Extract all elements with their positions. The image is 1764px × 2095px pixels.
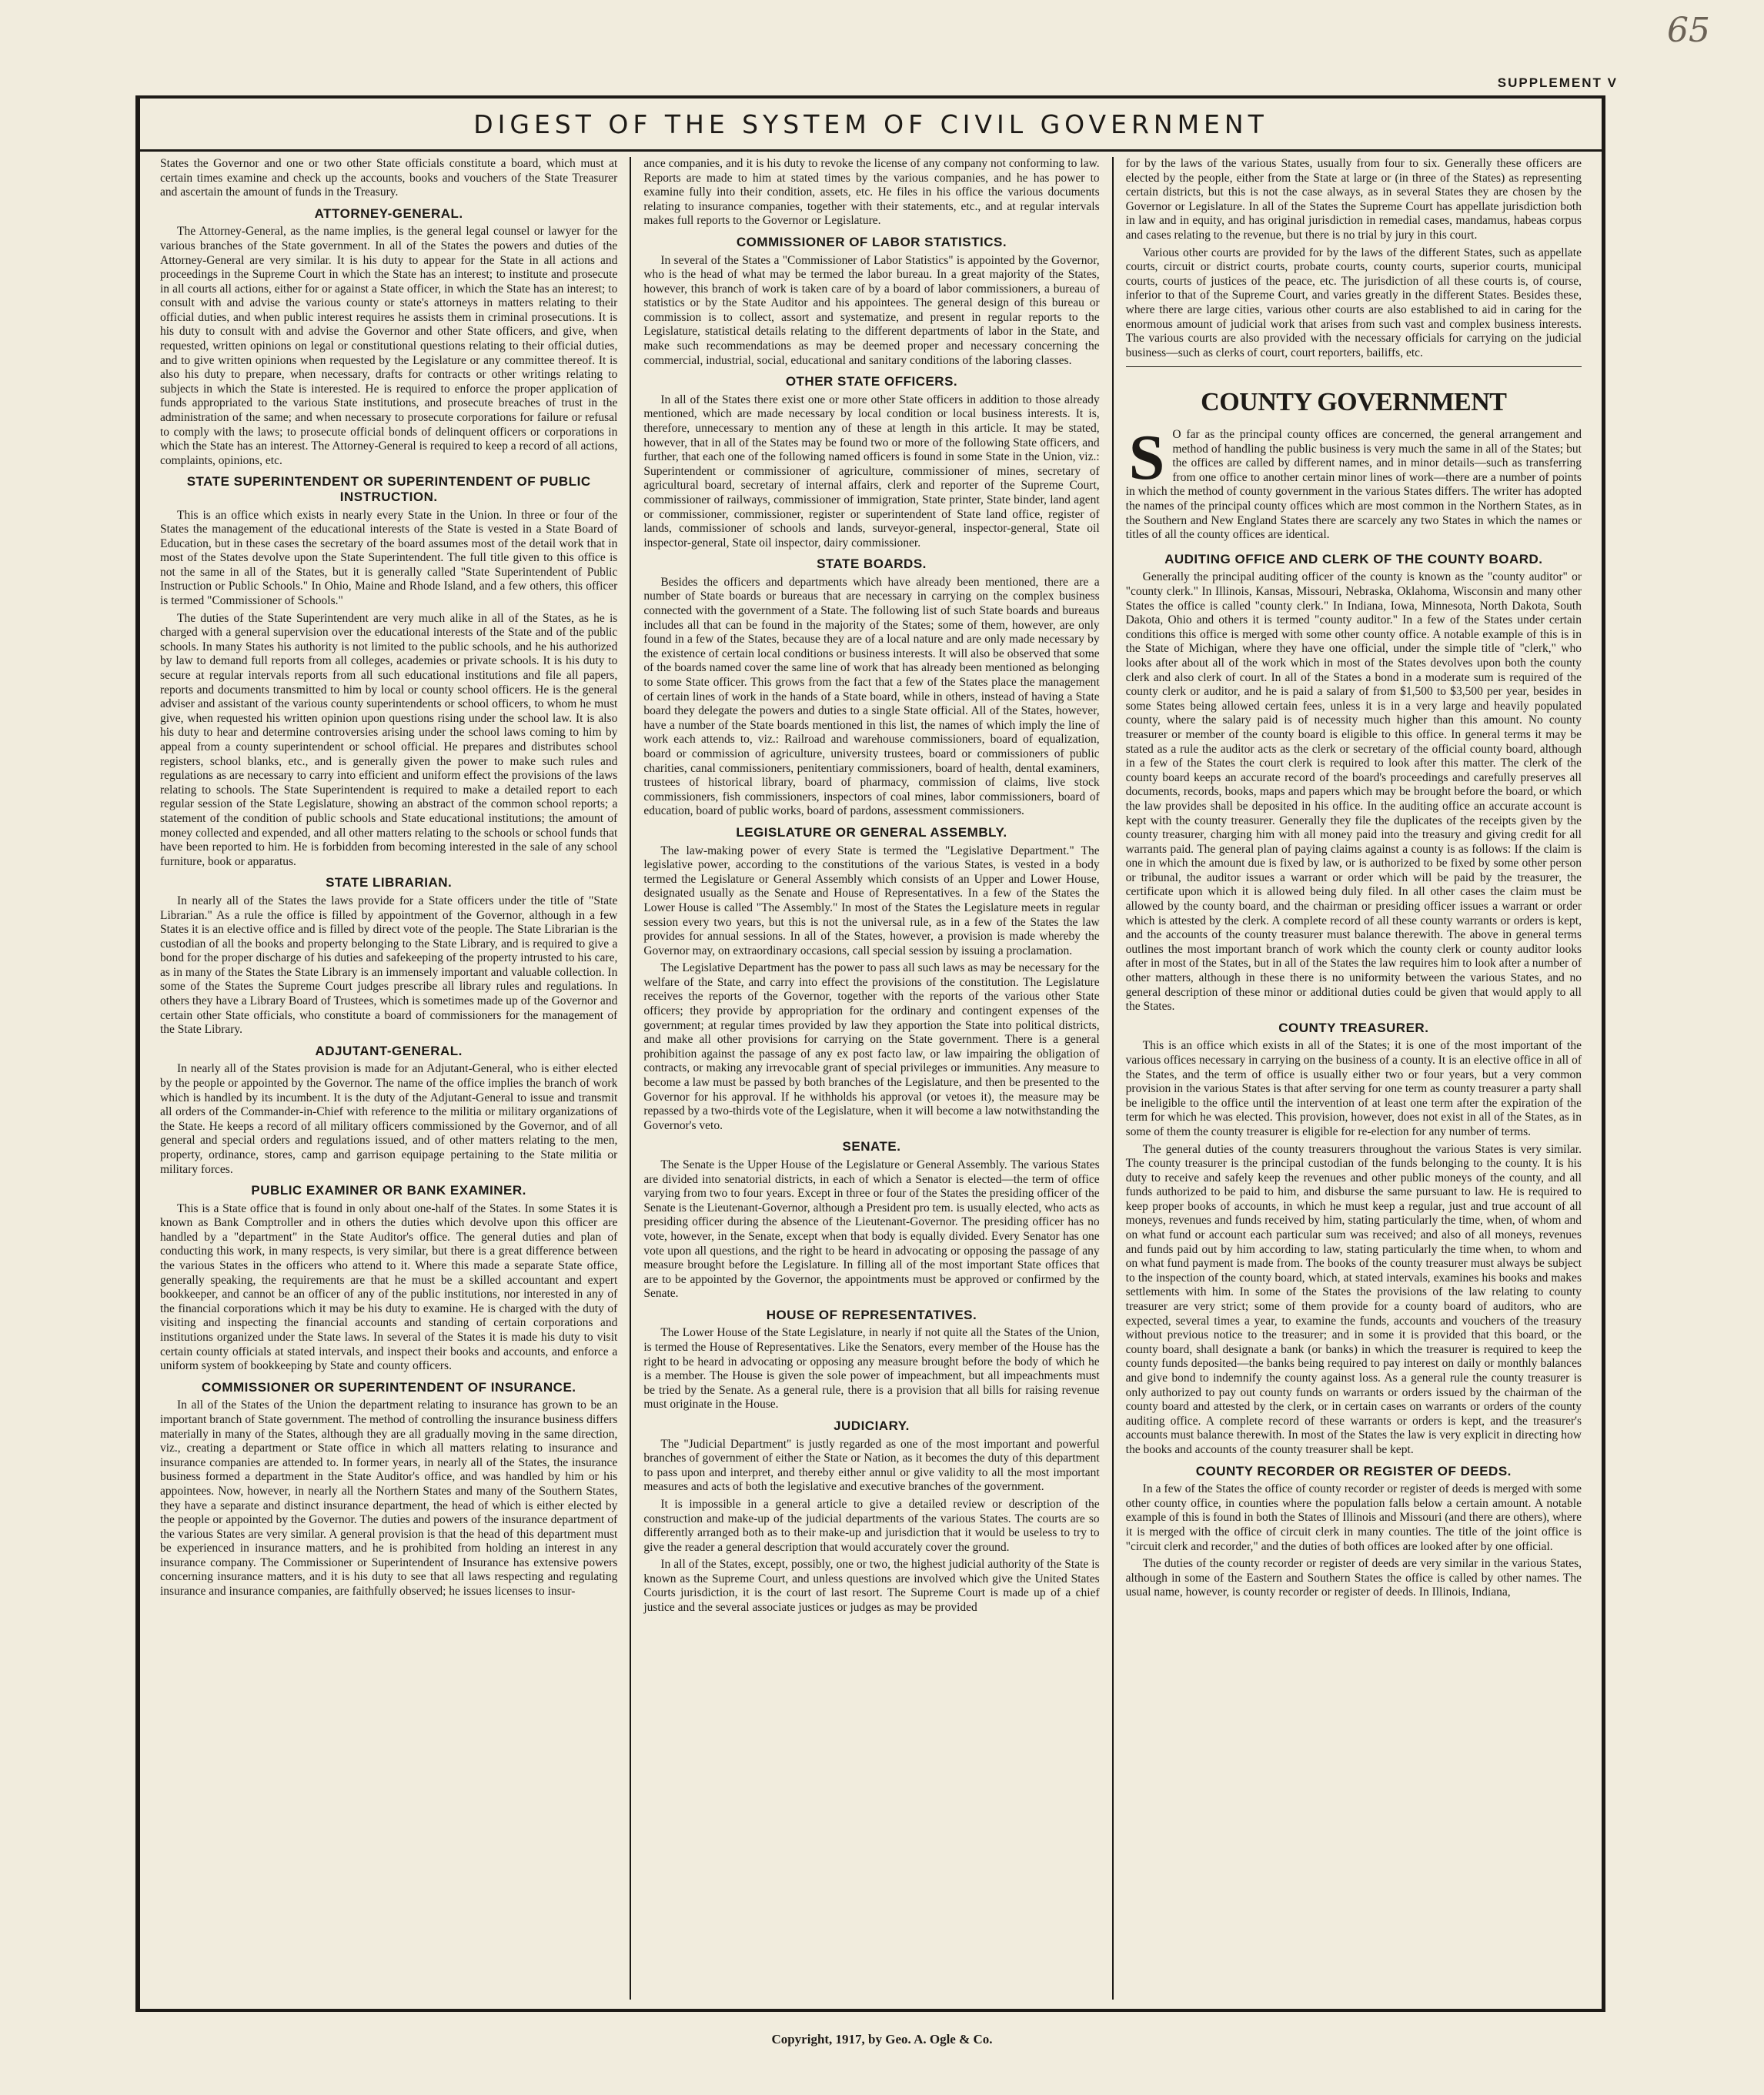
paragraph-recorder-2: The duties of the county recorder or register of deeds are very similar in the various States, although in some of the Eastern and Southern States the office is called by other names. The usual name, however, is county recorder or register of deeds. In Illinois, Indiana,: [1125, 1557, 1582, 1599]
heading-state-superintendent: STATE SUPERINTENDENT OR SUPERINTENDENT OF PUBLIC INSTRUCTION.: [186, 474, 591, 504]
column-1-intro: States the Governor and one or two other State officials constitute a board, which must at certain times examine and check up the accounts, books and vouchers of the State Treasurer and ascertain the amount of funds in the Treasury.: [160, 157, 618, 199]
heading-labor-statistics: COMMISSIONER OF LABOR STATISTICS.: [736, 234, 1007, 249]
paragraph-judiciary-2: It is impossible in a general article to give a detailed review or description of the construction and make-up of the judicial departments of the various States. The courts are so differently arranged both as to their make-up and jurisdiction that it would be useless to try to give the reader a general description that would accurately cover the ground.: [643, 1497, 1100, 1554]
paragraph-attorney-general: The Attorney-General, as the name implies, is the general legal counsel or lawyer for the various branches of the State government. In all of the States the powers and duties of the Attorney-General are very similar. It is his duty to appear for the State in all actions and proceedings in the Supreme Court in which the State has an interest; to institute and prosecute in all courts all actions, either for or against a State officer, in which the State has an interest; to consult with and advise the various county or state's attorneys in matters relating to their official duties, and when public interest requires he assists them in criminal prosecutions. It is his duty to consult with and advise the Governor and other State officers, and give, when requested, written opinions on legal or constitutional questions relating to their official duties, and to give written opinions when requested by the Legislature or any committee thereof. It is also his duty to prepare, when necessary, drafts for contracts or other writings relating to subjects in which the State is interested. He is required to enforce the proper application of funds appropriated to the various State institutions, and prosecute breaches of trust in the administration of the same; and when necessary to prosecute corporations for failure or refusal to comply with the laws; to prosecute official bonds of delinquent officers or corporations in which the State has an interest. The Attorney-General is required to keep a record of all actions, complaints, opinions, etc.: [160, 225, 618, 467]
heading-county-treasurer: COUNTY TREASURER.: [1278, 1020, 1429, 1035]
county-intro: [1126, 428, 1582, 546]
heading-senate: SENATE.: [842, 1139, 901, 1154]
columns: [148, 157, 1594, 2000]
column-3: [1112, 157, 1594, 2000]
paragraph-treasurer-2: The general duties of the county treasurers throughout the various States is very similar. The county treasurer is the principal custodian of the funds belonging to the county. It is his duty to receive and safely keep the revenues and other public moneys of the county, and all funds authorized to be paid to him, and disburse the same pursuant to law. He is required to keep proper books of accounts, in which he must keep a regular, just and true account of all moneys, revenues and funds received by him, stating particularly the time, when, of whom and on what fund or account each particular sum was received; and also of all moneys, revenues and funds paid out by him according to law, stating particularly the time when, to whom and on what fund payment is made from. The books of the county treasurer must always be subject to the inspection of the county board, which, at stated intervals, examines his books and makes settlements with him. In some of the States the provisions of the law relating to county treasurer are very strict; some of them provide for a county board of auditors, who are expected, several times a year, to examine the funds, accounts and vouchers of the treasury without previous notice to the treasurer; and in some it is provided that this board, or the county board, shall designate a bank (or banks) in which the treasurer is required to keep the county funds deposited—the banks being required to pay interest on daily or monthly balances and give bond to indemnify the county against loss. As a general rule the county treasurer is only authorized to pay out county funds on warrants or orders issued by the chairman of the county board and attested by the clerk, or in certain cases on warrants or orders of the county auditing office. A complete record of these warrants or orders is kept, and the treasurer's accounts must balance therewith. In most of the States the law is very explicit in directing how the books and accounts of the county treasurer shall be kept.: [1125, 1142, 1582, 1456]
paragraph-house: The Lower House of the State Legislature, in nearly if not quite all the States of the Union, is termed the House of Representatives. Like the Senators, every member of the House has the right to be heard in advocating or opposing any measure brought before the body of which he is a member. The House is given the sole power of impeachment, but all impeachments must be tried by the Senate. As a general rule, there is a provision that all bills for raising revenue must originate in the House.: [643, 1326, 1100, 1412]
heading-attorney-general: ATTORNEY-GENERAL.: [314, 205, 463, 221]
heading-county-government: COUNTY GOVERNMENT: [1201, 388, 1507, 417]
paragraph-labor-statistics: In several of the States a "Commissioner of Labor Statistics" is appointed by the Governor, who is the head of what may be termed the labor bureau. In a great majority of the States, however, this branch of work is taken care of by a board of labor commissioners, a bureau of statistics or by the State Auditor and his appointees. The general design of this bureau or commission is to collect, assort and systematize, and present in regular reports to the Legislature, statistical details relating to the different departments of labor in the State, and make such recommendations as may be deemed proper and necessary concerning the commercial, industrial, social, educational and sanitary conditions of the laboring classes.: [643, 253, 1100, 367]
paragraph-courts: Various other courts are provided for by the laws of the different States, such as appellate courts, circuit or district courts, probate courts, county courts, superior courts, municipal courts, courts of justices of the peace, etc. The jurisdiction of all these courts is, of course, inferior to that of the Supreme Court, and varies greatly in the different States. Besides these, where there are large cities, various other courts are also established to aid in caring for the enormous amount of judicial work that arises from such vast and complex business interests. The various courts are also provided with the necessary officials for carrying on the judicial business—such as clerks of court, court reporters, bailiffs, etc.: [1125, 246, 1582, 359]
paragraph-state-librarian: In nearly all of the States the laws provide for a State officers under the title of "State Librarian." As a rule the office is filled by appointment of the Governor, although in a few States it is an elective office and is filled by direct vote of the people. The State Librarian is the custodian of all the books and property belonging to the State Library, and is required to give a bond for the proper discharge of his duties and safekeeping of the property intrusted to his care, as in many of the States the State Library is an immensely important and valuable collection. In some of the States the Supreme Court judges prescribe all library rules and regulations. In others they have a Library Board of Trustees, which is sometimes made up of the Governor and certain other State officials, who constitute a board of commissioners for the management of the State Library.: [160, 894, 618, 1037]
heading-auditing-office: AUDITING OFFICE AND CLERK OF THE COUNTY BOARD.: [1164, 551, 1543, 566]
heading-house: HOUSE OF REPRESENTATIVES.: [766, 1307, 977, 1322]
page-number: 65: [1667, 11, 1710, 50]
section-divider: [1126, 366, 1582, 367]
heading-other-state-officers: OTHER STATE OFFICERS.: [785, 374, 958, 389]
paragraph-superintendent-2: The duties of the State Superintendent are very much alike in all of the States, as he is charged with a general supervision over the educational interests of the State and of the public schools. In many States his authority is not limited to the public schools, and he his authorized by law to demand full reports from all colleges, academies or private schools. It is his duty to secure at regular intervals reports from all such educational institutions and file all papers, reports and documents transmitted to him by local or county school officers. He is the general adviser and assistant of the various county superintendents or school officers, to whom he must give, when requested his written opinion upon questions rising under the school law. It is also his duty to hear and determine controversies arising under the school laws coming to him by appeal from a county superintendent or school official. He prepares and distributes school registers, school blanks, etc., and is generally given the power to make such rules and regulations as are necessary to carry into efficient and uniform effect the provisions of the laws relating to schools. The State Superintendent is required to make a detailed report to each regular session of the State Legislature, showing an abstract of the common school reports; a statement of the condition of public schools and State educational institutions; the amount of money collected and expended, and all other matters relating to the schools or school funds that have been reported to him. He is forbidden from becoming interested in the sale of any school furniture, book or apparatus.: [160, 611, 618, 868]
column-3-intro: for by the laws of the various States, usually from four to six. Generally these officers are elected by the people, either from the State at large or (in three of the States) as representing certain districts, but this is not the case always, as in several States they are chosen by the Governor or Legislature. In all of the States the Supreme Court has appellate jurisdiction both in law and in equity, and has original jurisdiction in remedial cases, mandamus, habeas corpus and cases relating to the revenue, but there is no trial by jury in this court.: [1125, 157, 1582, 242]
paragraph-county-government: O far as the principal county offices are concerned, the general arrangement and method of handling the public business is very much the same in all of the States; but the offices are called by different names, and in minor details—such as transferring from one office to another certain minor lines of work—there are a number of points in which the method of county government in the various States differs. The writer has adopted the names of the principal county offices which are most common in the Northern States, as in the Southern and New England States there are scarcely any two States in which the names or titles of all the county offices are identical.: [1125, 428, 1582, 542]
heading-public-examiner: PUBLIC EXAMINER OR BANK EXAMINER.: [251, 1183, 526, 1198]
heading-insurance: COMMISSIONER OR SUPERINTENDENT OF INSURANCE.: [201, 1379, 576, 1395]
paragraph-state-boards: Besides the officers and departments which have already been mentioned, there are a number of State boards or bureaus that are necessary in carrying on the complex business connected with the government of a State. The following list of such State boards and bureaus includes all that can be found in the majority of the States; some of them, however, are only found in a few of the States, because they are of a local nature and are only made necessary by the existence of certain local conditions or business interests. It will also be observed that some of the boards named cover the same line of work that has already been mentioned as belonging to some State officer. This grows from the fact that a few of the States place the management of certain lines of work in the hands of a State board, while in others, instead of having a State board they delegate the powers and duties to a single State official. All of the States, however, have a number of the State boards mentioned in this list, the names of which imply the line of work each attends to, viz.: Railroad and warehouse commissioners, board of equalization, board or commission of agriculture, university trustees, board or commissioners of public charities, canal commissioners, penitentiary commissioners, board of health, dental examiners, trustees of historical library, board of pharmacy, commission of claims, live stock commissioners, fish commissioners, inspectors of coal mines, labor commissioners, board of education, board of public works, board of pardons, assessment commissioners.: [643, 575, 1100, 818]
page-frame: [135, 95, 1605, 2012]
masthead: [140, 99, 1602, 152]
paragraph-recorder-1: In a few of the States the office of county recorder or register of deeds is merged with some other county office, in counties where the population falls below a certain amount. A notable example of this is found in both the States of Illinois and Missouri (and there are others), where it is merged with the office of circuit clerk in many counties. The title of the joint office is "circuit clerk and recorder," and the duties of both offices are looked after by one official.: [1125, 1482, 1582, 1553]
paragraph-judiciary-1: The "Judicial Department" is justly regarded as one of the most important and powerful branches of government of either the State or Nation, as it becomes the duty of this department to pass upon and interpret, and thereby either annul or give validity to all the most important measures and acts of both the legislative and executive branches of the government.: [643, 1437, 1100, 1494]
paragraph-treasurer-1: This is an office which exists in all of the States; it is one of the most important of the various offices necessary in carrying on the business of a county. It is an elective office in all of the States, and the term of office is usually either two or four years, but a very common provision in the various States is that after serving for one term as county treasurer a party shall be ineligible to the office until the intervention of at least one term after the expiration of the term for which he was elected. This provision, however, does not exist in all of the States, as in some of them the county treasurer is eligible for re-election for any number of terms.: [1125, 1039, 1582, 1138]
heading-state-boards: STATE BOARDS.: [817, 556, 927, 572]
paragraph-legislature-2: The Legislative Department has the power to pass all such laws as may be necessary for the welfare of the State, and carry into effect the provisions of the constitution. The Legislature receives the reports of the Governor, together with the reports of the various other State officers; they provide by appropriation for the ordinary and contingent expenses of the government; at regular times provided by law they apportion the State into political districts, and make all other provisions for carrying on the State government. There is a general prohibition against the passage of any ex post facto law, or law impairing the obligation of contracts, or making any irrevocable grant of special privileges or immunities. Any measure to become a law must be passed by both branches of the Legislature, and then be presented to the Governor for his approval. If he withholds his approval (or vetoes it), the measure may be repassed by a two-thirds vote of the Legislature, when it will become a law notwithstanding the Governor's veto.: [643, 961, 1100, 1132]
paragraph-public-examiner: This is a State office that is found in only about one-half of the States. In some States it is known as Bank Comptroller and in others the duties which devolve upon this officer are handled by a "department" in the State Auditor's office. The general duties and plan of conducting this work, in many respects, is very similar, but there is a great difference between the various States in the officers who attend to it. Where this made a separate State office, generally speaking, the requirements are that he must be a skilled accountant and expert bookkeeper, and cannot be an officer of any of the public institutions, nor interested in any of the financial corporations which it may be his duty to examine. He is charged with the duty of visiting and inspecting the financial accounts and standing of certain corporations and institutions organized under the State laws. In several of the States it is made his duty to visit certain county officials at stated intervals, and inspect their books and accounts, and enforce a uniform system of bookkeeping by State and county officers.: [160, 1201, 618, 1373]
copyright-notice: Copyright, 1917, by Geo. A. Ogle & Co.: [771, 2032, 993, 2047]
paragraph-superintendent-1: This is an office which exists in nearly every State in the Union. In three or four of the States the management of the educational interests of the State is vested in a State Board of Education, but in these cases the secretary of the board assumes most of the detail work that in most of the States devolve upon the State Superintendent. The full title given to this office is not the same in all of the States, but it is generally called "State Superintendent of Public Instruction or Public Schools." In Ohio, Maine and Rhode Island, and a few others, this officer is termed "Commissioner of Schools.": [160, 508, 618, 608]
paragraph-adjutant-general: In nearly all of the States provision is made for an Adjutant-General, who is either elected by the people or appointed by the Governor. The name of the office implies the branch of work which is handled by its incumbent. It is the duty of the Adjutant-General to issue and transmit all orders of the Commander-in-Chief with reference to the militia or military organizations of the State. He keeps a record of all military officers commissioned by the Governor, and of all general and special orders and regulations issued, and of other matters relating to the men, property, ordinance, stores, camp and garrison equipage pertaining to the State militia or military forces.: [160, 1062, 618, 1176]
heading-state-librarian: STATE LIBRARIAN.: [326, 875, 453, 890]
paragraph-legislature-1: The law-making power of every State is termed the "Legislative Department." The legislative power, according to the constitutions of the various States, is vested in a body termed the Legislature or General Assembly which consists of an Upper and Lower House, designated usually as the Senate and House of Representatives. In a few of the States the Lower House is called "The Assembly." In most of the States the Legislature meets in regular session every two years, but this is not the universal rule, as in a few of the States the law provides for annual sessions. In all of the States, however, a provision is made whereby the Governor may, on extraordinary occasions, call special session by issuing a proclamation.: [643, 844, 1100, 957]
column-1: [148, 157, 630, 2000]
heading-legislature: LEGISLATURE OR GENERAL ASSEMBLY.: [736, 824, 1007, 840]
masthead-title: DIGEST OF THE SYSTEM OF CIVIL GOVERNMENT: [473, 109, 1268, 139]
supplement-label: SUPPLEMENT V: [1497, 75, 1618, 90]
heading-adjutant-general: ADJUTANT-GENERAL.: [315, 1043, 463, 1058]
paragraph-other-state-officers: In all of the States there exist one or more other State officers in addition to those already mentioned, which are made necessary by local condition or local business interests. It is, therefore, unnecessary to mention any of these at length in this article. It may be stated, however, that in all of the States may be found two or more of the following State officers, and further, that each one of the following named officers is found in some State in the Union, viz.: Superintendent or commissioner of agriculture, commissioner of mines, secretary of agricultural board, secretary of internal affairs, clerk and reporter of the Supreme Court, commissioner of railways, commissioner of immigration, State printer, State binder, land agent or commissioner, commissioner, register or superintendent of State land office, register of lands, commissioner of schools and lands, surveyor-general, inspector-general, State oil inspector-general, State oil inspector, dairy commissioner.: [643, 393, 1100, 550]
paragraph-insurance: In all of the States of the Union the department relating to insurance has grown to be an important branch of State government. The method of controlling the insurance business differs materially in many of the States, although they are all gradually moving in the same direction, viz., creating a department or State office in which all matters relating to insurance and insurance companies are attended to. In former years, in nearly all of the States, the insurance business formed a department in the State Auditor's office, and was handled by him or his appointees. Now, however, in nearly all the Northern States and many of the Southern States, they have a separate and distinct insurance department, the head of which is either elected by the people or appointed by the Governor. The duties and powers of the insurance department of the various States are very similar. A general provision is that the head of this department must be experienced in insurance matters, and he is prohibited from holding an interest in any insurance company. The Commissioner or Superintendent of Insurance has extensive powers concerning insurance matters, and it is his duty to see that all laws respecting and regulating insurance and insurance companies, are faithfully observed; he issues licenses to insur-: [160, 1398, 618, 1599]
paragraph-senate: The Senate is the Upper House of the Legislature or General Assembly. The various States are divided into senatorial districts, in each of which a Senator is elected—the term of office varying from two to four years. Except in three or four of the States the presiding officer of the Senate is the Lieutenant-Governor, although a President pro tem. is usually elected, who acts as presiding officer during the absence of the Lieutenant-Governor. The presiding officer has no vote, however, in the Senate, except when that body is equally divided. Every Senator has one vote upon all questions, and the right to be heard in advocating or opposing the passage of any measure brought before the Legislature. In filling all of the most important State offices that are to be appointed by the Governor, the appointments must be approved or confirmed by the Senate.: [643, 1158, 1100, 1301]
paragraph-auditing-office: Generally the principal auditing officer of the county is known as the "county auditor" or "county clerk." In Illinois, Kansas, Missouri, Nebraska, Oklahoma, Wisconsin and many other States the office is called "county clerk." In Indiana, Iowa, Minnesota, North Dakota, South Dakota, Ohio and others it is termed "county auditor." In a few of the States under certain conditions this office is merged with some other county office. A notable example of this is in the State of Michigan, where they have one official, under the simple title of "clerk," who looks after about all of the work which in most of the States devolves upon both the county clerk and also clerk of court. In all of the States a bond in a moderate sum is required of the county clerk or auditor, and he is paid a salary of from $1,500 to $3,500 per year, besides in some States being allowed certain fees, unless it is in a very large and heavily populated county, where the salary paid is of necessity much higher than this amount. No county treasurer or member of the county board is eligible to this office. In general terms it may be stated as a rule the auditor acts as the clerk or secretary of the official county board, although in a few of the States the court clerk is required to look after this matter. The clerk of the county board keeps an accurate record of the board's proceedings and carefully preserves all documents, records, books, maps and papers which may be brought before the board, or which the law provides shall be deposited in his office. In the auditing office an accurate account is kept with the county treasurer. Generally they file the duplicates of the receipts given by the county treasurer, charging him with all money paid into the treasury and giving credit for all warrants paid. The general plan of paying claims against a county is as follows: If the claim is one in which the amount due is fixed by law, or is authorized to be fixed by some other person or tribunal, the auditor issues a warrant or order which will be paid by the treasurer, the certificate upon which it is allowed being duly filed. In all other cases the claim must be allowed by the county board, and the chairman or presiding officer issues a warrant or order which is attested by the clerk. A complete record of all these county warrants or orders is kept, and the accounts of the county treasurer must balance therewith. The above in general terms outlines the most important branch of work which the county clerk or county auditor looks after in most of the States, but in all of the States the law requires him to look after a number of other matters, although in these there is no uniformity between the various States, and no general description of these minor or additional duties could be given that would apply to all the States.: [1125, 570, 1582, 1014]
drop-cap: S: [1128, 428, 1165, 494]
column-2: [630, 157, 1111, 2000]
heading-judiciary: JUDICIARY.: [834, 1418, 910, 1433]
heading-county-recorder: COUNTY RECORDER OR REGISTER OF DEEDS.: [1195, 1463, 1512, 1479]
column-2-intro: ance companies, and it is his duty to revoke the license of any company not conforming to law. Reports are made to him at stated times by the various companies, and he has power to examine fully into their condition, assets, etc. He files in his office the various documents relating to insurance companies, together with their statements, etc., and at regular intervals makes full reports to the Governor or Legislature.: [643, 157, 1100, 228]
paragraph-judiciary-3: In all of the States, except, possibly, one or two, the highest judicial authority of the State is known as the Supreme Court, and unless questions are involved which give the United States Courts jurisdiction, it is the court of last resort. The Supreme Court is made up of a chief justice and the several associate justices or judges as may be provided: [643, 1558, 1100, 1615]
